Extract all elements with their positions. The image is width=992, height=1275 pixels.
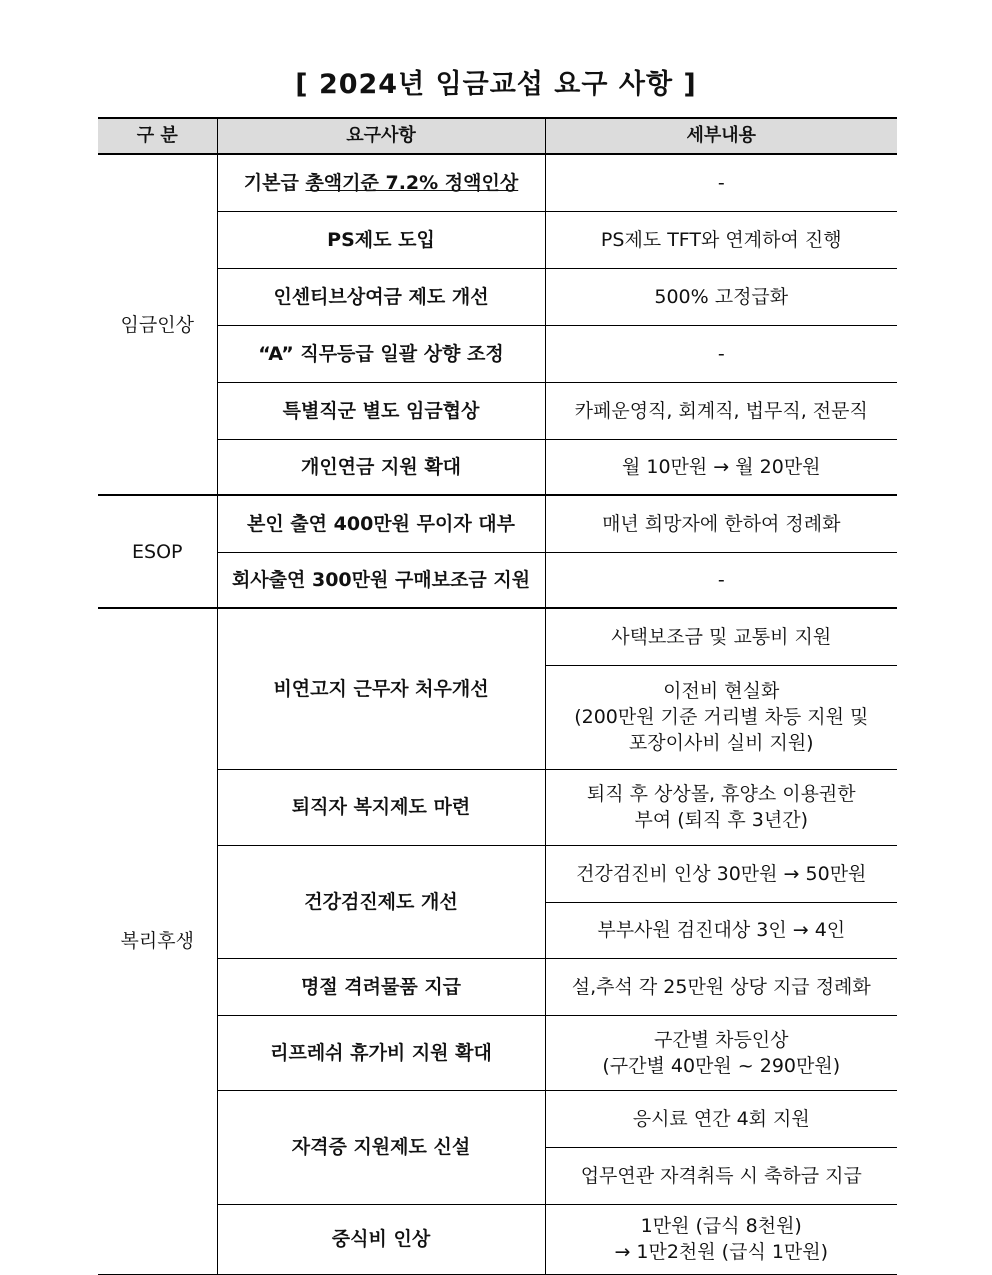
detail-cell: 응시료 연간 4회 지원 — [545, 1090, 897, 1147]
detail-cell: 매년 희망자에 한하여 정례화 — [545, 495, 897, 552]
table-header-row — [98, 118, 897, 154]
requirement-cell: PS제도 도입 — [217, 211, 545, 268]
requirement-cell: “A” 직무등급 일괄 상향 조정 — [217, 325, 545, 382]
table-row — [98, 552, 897, 608]
table-row — [98, 439, 897, 495]
header-category: 구 분 — [98, 118, 217, 154]
table-row — [98, 268, 897, 325]
table-row — [98, 154, 897, 211]
requirement-cell: 자격증 지원제도 신설 — [217, 1090, 545, 1204]
table-row — [98, 325, 897, 382]
detail-cell: - — [545, 154, 897, 211]
detail-cell: 부부사원 검진대상 3인 → 4인 — [545, 902, 897, 958]
detail-cell: 건강검진비 인상 30만원 → 50만원 — [545, 845, 897, 902]
requirement-cell: 퇴직자 복지제도 마련 — [217, 769, 545, 845]
table-row — [98, 1090, 897, 1147]
detail-cell: - — [545, 325, 897, 382]
detail-cell: 업무연관 자격취득 시 축하금 지급 — [545, 1147, 897, 1204]
requirement-cell: 비연고지 근무자 처우개선 — [217, 608, 545, 769]
requirement-cell: 리프레쉬 휴가비 지원 확대 — [217, 1015, 545, 1090]
requirement-cell: 특별직군 별도 임금협상 — [217, 382, 545, 439]
detail-cell: 설,추석 각 25만원 상당 지급 정례화 — [545, 958, 897, 1015]
table-row — [98, 495, 897, 552]
detail-cell: 월 10만원 → 월 20만원 — [545, 439, 897, 495]
requirement-cell — [217, 154, 545, 211]
requirement-cell: 인센티브상여금 제도 개선 — [217, 268, 545, 325]
header-requirement: 요구사항 — [217, 118, 545, 154]
requirement-cell: 개인연금 지원 확대 — [217, 439, 545, 495]
detail-cell: 구간별 차등인상 (구간별 40만원 ~ 290만원) — [545, 1015, 897, 1090]
table-row — [98, 382, 897, 439]
category-welfare: 복리후생 — [98, 608, 217, 1274]
table-row — [98, 845, 897, 902]
detail-cell: 사택보조금 및 교통비 지원 — [545, 608, 897, 665]
detail-cell: 500% 고정급화 — [545, 268, 897, 325]
table-row — [98, 608, 897, 665]
requirement-cell: 회사출연 300만원 구매보조금 지원 — [217, 552, 545, 608]
detail-cell: 카페운영직, 회계직, 법무직, 전문직 — [545, 382, 897, 439]
requirement-text: 기본급 — [243, 171, 306, 194]
detail-cell: 1만원 (급식 8천원) → 1만2천원 (급식 1만원) — [545, 1204, 897, 1274]
requirement-cell: 본인 출연 400만원 무이자 대부 — [217, 495, 545, 552]
page-title: [ 2024년 임금교섭 요구 사항 ] — [295, 69, 697, 100]
requirement-cell: 중식비 인상 — [217, 1204, 545, 1274]
category-esop: ESOP — [98, 495, 217, 608]
detail-cell: - — [545, 552, 897, 608]
requirement-underlined-text: 총액기준 7.2% 정액인상 — [305, 171, 519, 194]
detail-cell: 이전비 현실화 (200만원 기준 거리별 차등 지원 및 포장이사비 실비 지원) — [545, 665, 897, 769]
table-row — [98, 1204, 897, 1274]
requirement-cell: 명절 격려물품 지급 — [217, 958, 545, 1015]
table-row — [98, 769, 897, 845]
table-row — [98, 211, 897, 268]
demands-table — [98, 117, 897, 1275]
requirement-cell: 건강검진제도 개선 — [217, 845, 545, 958]
table-row — [98, 958, 897, 1015]
detail-cell: 퇴직 후 상상몰, 휴양소 이용권한 부여 (퇴직 후 3년간) — [545, 769, 897, 845]
detail-cell: PS제도 TFT와 연계하여 진행 — [545, 211, 897, 268]
table-row — [98, 1015, 897, 1090]
header-details: 세부내용 — [545, 118, 897, 154]
category-wage: 임금인상 — [98, 154, 217, 495]
